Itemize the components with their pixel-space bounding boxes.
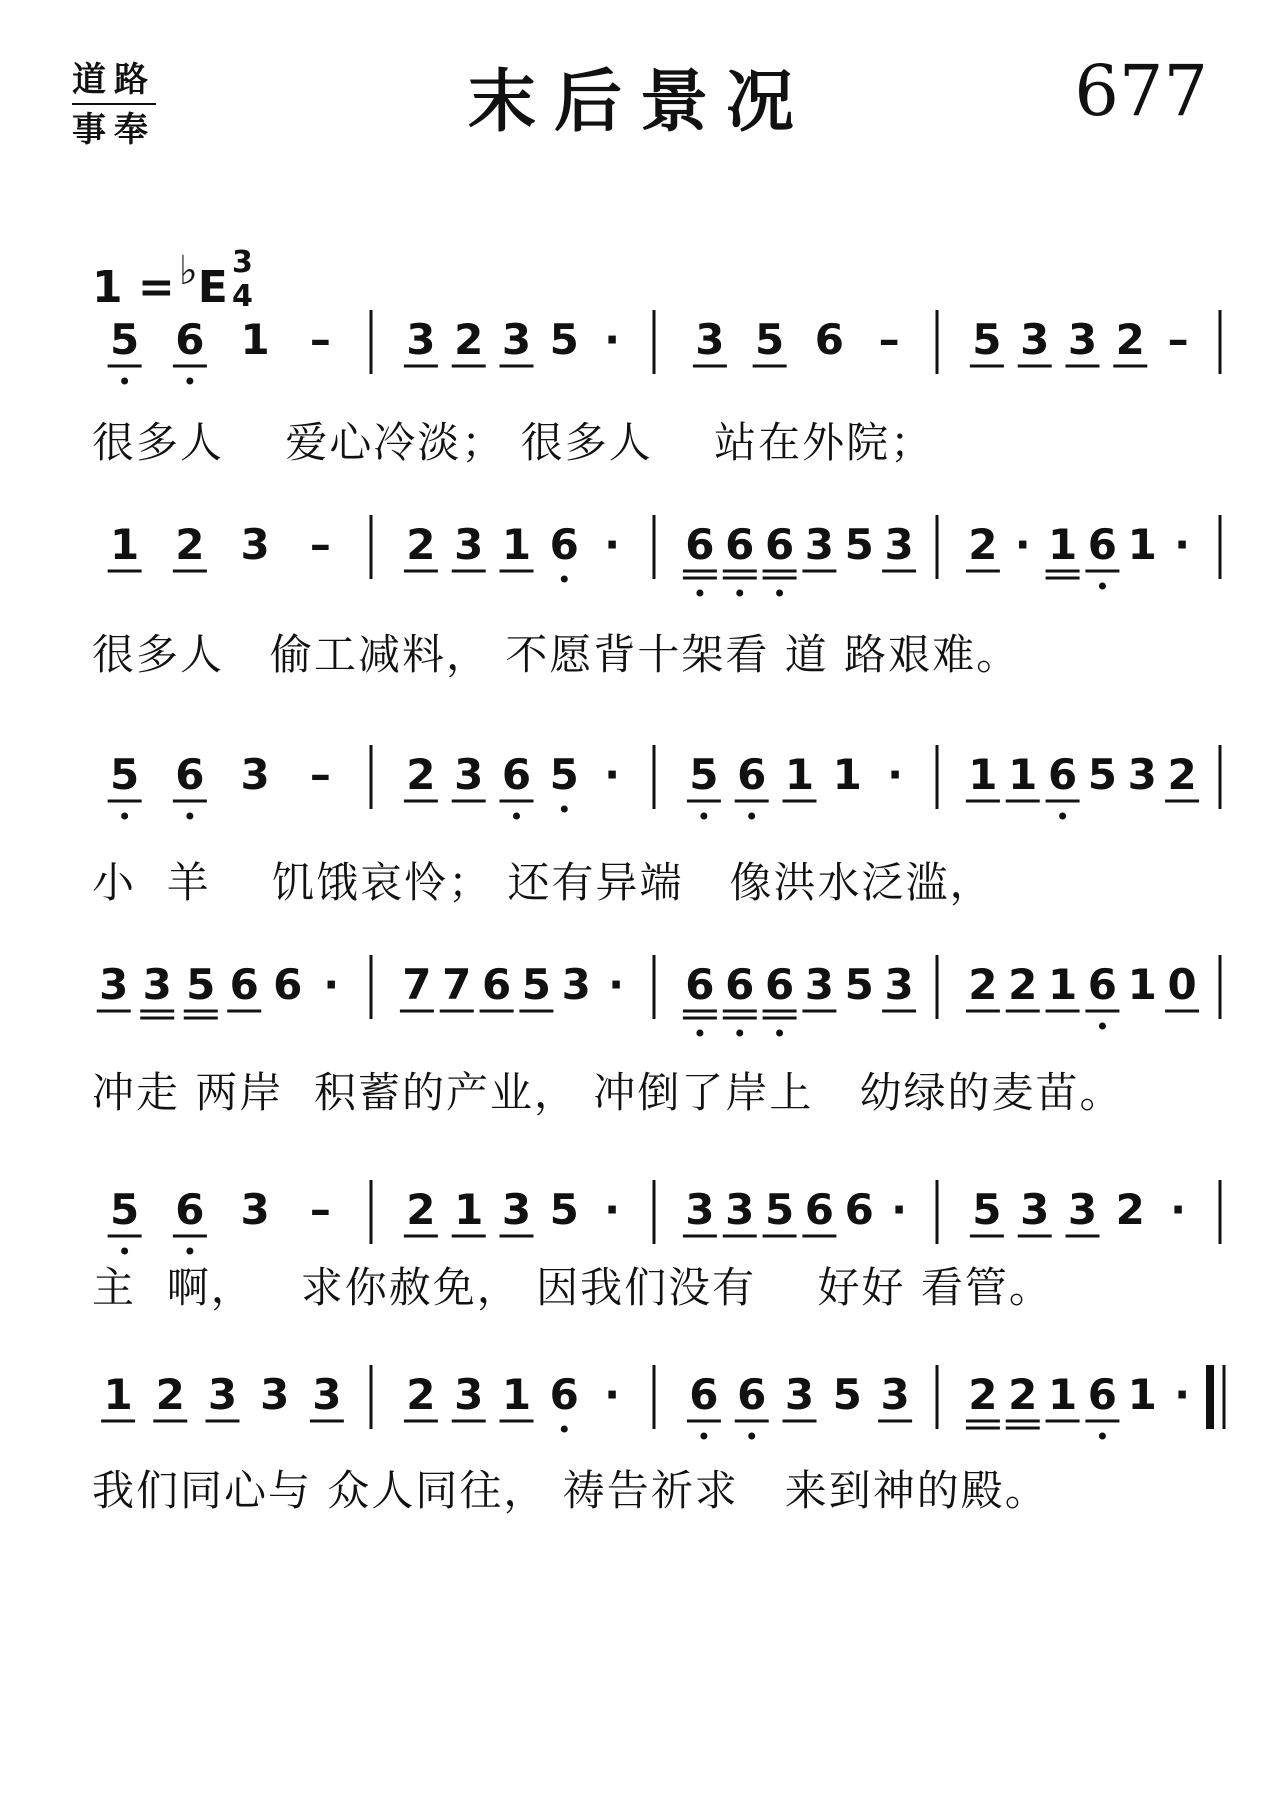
octave-dot xyxy=(186,813,193,820)
dot-mark: · xyxy=(1174,520,1191,569)
notation-svg xyxy=(92,750,1224,845)
note: 3 xyxy=(725,1185,755,1234)
note: 6 xyxy=(689,1370,719,1419)
octave-dot xyxy=(700,1433,707,1440)
note: 2 xyxy=(175,520,205,569)
note: 1 xyxy=(1127,520,1157,569)
octave-dot xyxy=(121,1248,128,1255)
octave-dot xyxy=(1099,1433,1106,1440)
note: 2 xyxy=(1008,960,1038,1009)
octave-dot xyxy=(696,1030,703,1037)
octave-dot xyxy=(561,806,568,813)
note: 2 xyxy=(968,960,998,1009)
note: 5 xyxy=(110,750,140,799)
note: 5 xyxy=(549,750,579,799)
octave-dot xyxy=(736,1030,743,1037)
note: 2 xyxy=(155,1370,185,1419)
note: 1 xyxy=(1008,750,1038,799)
note: 6 xyxy=(804,1185,835,1234)
note: 7 xyxy=(402,960,432,1009)
dash-mark: – xyxy=(309,315,331,364)
note: 6 xyxy=(844,1185,874,1234)
dash-mark: – xyxy=(878,315,900,364)
note: 1 xyxy=(968,750,998,799)
note: 1 xyxy=(1127,1370,1157,1419)
octave-dot xyxy=(1099,583,1106,590)
note: 1 xyxy=(501,520,532,569)
octave-dot xyxy=(1059,813,1066,820)
octave-dot xyxy=(561,1426,568,1433)
note: 5 xyxy=(1087,750,1118,799)
note: 6 xyxy=(685,960,715,1009)
note: 2 xyxy=(406,520,436,569)
note: 6 xyxy=(764,960,795,1009)
notation-svg xyxy=(92,520,1224,615)
note: 3 xyxy=(1067,315,1098,364)
note: 5 xyxy=(844,960,874,1009)
note: 3 xyxy=(312,1370,342,1419)
lyric-line: 冲走 两岸 积蓄的产业， 冲倒了岸上 幼绿的麦苗。 xyxy=(92,1068,1124,1117)
note: 1 xyxy=(110,520,140,569)
octave-dot xyxy=(186,378,193,385)
note: 2 xyxy=(1008,1370,1038,1419)
note: 3 xyxy=(784,1370,815,1419)
note: 1 xyxy=(1047,960,1078,1009)
note: 6 xyxy=(737,750,767,799)
note: 6 xyxy=(501,750,532,799)
note: 3 xyxy=(804,520,835,569)
note: 1 xyxy=(1047,520,1078,569)
note: 6 xyxy=(764,520,795,569)
octave-dot xyxy=(513,813,520,820)
key-note: E xyxy=(197,262,228,313)
note: 6 xyxy=(725,520,755,569)
note: 1 xyxy=(103,1370,133,1419)
octave-dot xyxy=(776,590,783,597)
note: 2 xyxy=(406,750,436,799)
octave-dot xyxy=(748,813,755,820)
notation-svg xyxy=(92,315,1224,410)
lyric-line: 很多人 偷工减料， 不愿背十架看 道 路艰难。 xyxy=(92,630,1021,679)
note: 5 xyxy=(110,315,140,364)
notation-line xyxy=(92,960,1224,1055)
note: 5 xyxy=(972,1185,1002,1234)
dot-mark: · xyxy=(608,960,625,1009)
dot-mark: · xyxy=(887,750,904,799)
notation-svg xyxy=(92,960,1224,1055)
note: 2 xyxy=(406,1185,436,1234)
note: 5 xyxy=(186,960,216,1009)
note: 3 xyxy=(561,960,591,1009)
note: 2 xyxy=(968,520,998,569)
hymn-number: 677 xyxy=(1074,50,1208,132)
note: 1 xyxy=(1047,1370,1078,1419)
note: 1 xyxy=(832,750,862,799)
note: 3 xyxy=(454,1370,484,1419)
note: 6 xyxy=(175,1185,205,1234)
note: 6 xyxy=(1087,960,1118,1009)
note: 6 xyxy=(737,1370,767,1419)
note: 6 xyxy=(1087,520,1118,569)
note: 3 xyxy=(207,1370,238,1419)
note: 2 xyxy=(406,1370,436,1419)
note: 3 xyxy=(240,750,270,799)
note: 3 xyxy=(454,520,484,569)
note: 3 xyxy=(1020,315,1050,364)
note: 3 xyxy=(240,1185,270,1234)
note: 1 xyxy=(784,750,815,799)
note: 3 xyxy=(804,960,835,1009)
notation-line xyxy=(92,520,1224,615)
octave-dot xyxy=(121,378,128,385)
note: 3 xyxy=(884,960,914,1009)
notation-line xyxy=(92,1370,1224,1465)
lyric-line: 我们同心与 众人同往， 祷告祈求 来到神的殿。 xyxy=(92,1466,1049,1515)
note: 5 xyxy=(755,315,785,364)
note: 3 xyxy=(695,315,725,364)
note: 7 xyxy=(442,960,472,1009)
note: 6 xyxy=(549,1370,579,1419)
arranger-credit: 事奉 xyxy=(72,110,156,150)
dot-mark: · xyxy=(604,750,621,799)
dot-mark: · xyxy=(604,315,621,364)
note: 6 xyxy=(175,750,205,799)
note: 2 xyxy=(1115,315,1145,364)
dash-mark: – xyxy=(1167,315,1189,364)
author-credit: 道路 xyxy=(72,52,156,105)
note: 3 xyxy=(501,1185,532,1234)
notation-line xyxy=(92,750,1224,845)
note: 6 xyxy=(273,960,303,1009)
octave-dot xyxy=(561,576,568,583)
note: 0 xyxy=(1167,960,1197,1009)
octave-dot xyxy=(186,1248,193,1255)
dash-mark: – xyxy=(309,1185,331,1234)
note: 5 xyxy=(549,1185,579,1234)
note: 3 xyxy=(454,750,484,799)
octave-dot xyxy=(748,1433,755,1440)
note: 3 xyxy=(240,520,270,569)
lyric-line: 很多人 爱心冷淡； 很多人 站在外院； xyxy=(92,418,935,467)
dash-mark: – xyxy=(309,520,331,569)
key-prefix: 1 = xyxy=(92,262,175,313)
dot-mark: · xyxy=(604,520,621,569)
note: 5 xyxy=(521,960,552,1009)
note: 3 xyxy=(99,960,129,1009)
note: 3 xyxy=(260,1370,290,1419)
lyric-line: 小 羊 饥饿哀怜； 还有异端 像洪水泛滥， xyxy=(92,858,994,907)
octave-dot xyxy=(696,590,703,597)
dash-mark: – xyxy=(309,750,331,799)
note: 1 xyxy=(240,315,270,364)
note: 3 xyxy=(406,315,436,364)
note: 3 xyxy=(142,960,172,1009)
note: 6 xyxy=(229,960,259,1009)
flat-symbol: ♭ xyxy=(178,248,198,294)
note: 2 xyxy=(968,1370,998,1419)
note: 2 xyxy=(454,315,484,364)
dot-mark: · xyxy=(604,1185,621,1234)
note: 3 xyxy=(1127,750,1157,799)
note: 3 xyxy=(884,520,914,569)
note: 6 xyxy=(175,315,205,364)
note: 5 xyxy=(972,315,1002,364)
dot-mark: · xyxy=(891,1185,908,1234)
note: 1 xyxy=(501,1370,532,1419)
notation-line xyxy=(92,315,1224,410)
note: 3 xyxy=(685,1185,715,1234)
note: 6 xyxy=(725,960,755,1009)
meter-top: 3 xyxy=(232,245,253,280)
dot-mark: · xyxy=(604,1370,621,1419)
octave-dot xyxy=(736,590,743,597)
note: 6 xyxy=(685,520,715,569)
notation-svg xyxy=(92,1370,1224,1465)
note: 1 xyxy=(454,1185,484,1234)
octave-dot xyxy=(121,813,128,820)
meter-bottom: 4 xyxy=(232,279,253,314)
note: 5 xyxy=(832,1370,862,1419)
note: 6 xyxy=(1047,750,1078,799)
note: 6 xyxy=(481,960,512,1009)
key-signature xyxy=(92,248,228,313)
note: 3 xyxy=(880,1370,910,1419)
note: 3 xyxy=(501,315,532,364)
note: 1 xyxy=(1127,960,1157,1009)
dot-mark: · xyxy=(323,960,340,1009)
note: 3 xyxy=(1020,1185,1050,1234)
dot-mark: · xyxy=(1174,1370,1191,1419)
note: 6 xyxy=(549,520,579,569)
hymn-title: 末后景况 xyxy=(467,63,812,142)
octave-dot xyxy=(1099,1023,1106,1030)
note: 5 xyxy=(764,1185,795,1234)
lyric-line: 主 啊， 求你赦免， 因我们没有 好好 看管。 xyxy=(92,1263,1053,1312)
dot-mark: · xyxy=(1014,520,1031,569)
note: 5 xyxy=(844,520,874,569)
note: 2 xyxy=(1115,1185,1145,1234)
note: 5 xyxy=(110,1185,140,1234)
note: 5 xyxy=(689,750,719,799)
time-signature xyxy=(232,246,253,314)
note: 6 xyxy=(814,315,844,364)
octave-dot xyxy=(700,813,707,820)
note: 6 xyxy=(1087,1370,1118,1419)
note: 3 xyxy=(1067,1185,1098,1234)
dot-mark: · xyxy=(1170,1185,1187,1234)
note: 5 xyxy=(549,315,579,364)
octave-dot xyxy=(776,1030,783,1037)
note: 2 xyxy=(1167,750,1197,799)
